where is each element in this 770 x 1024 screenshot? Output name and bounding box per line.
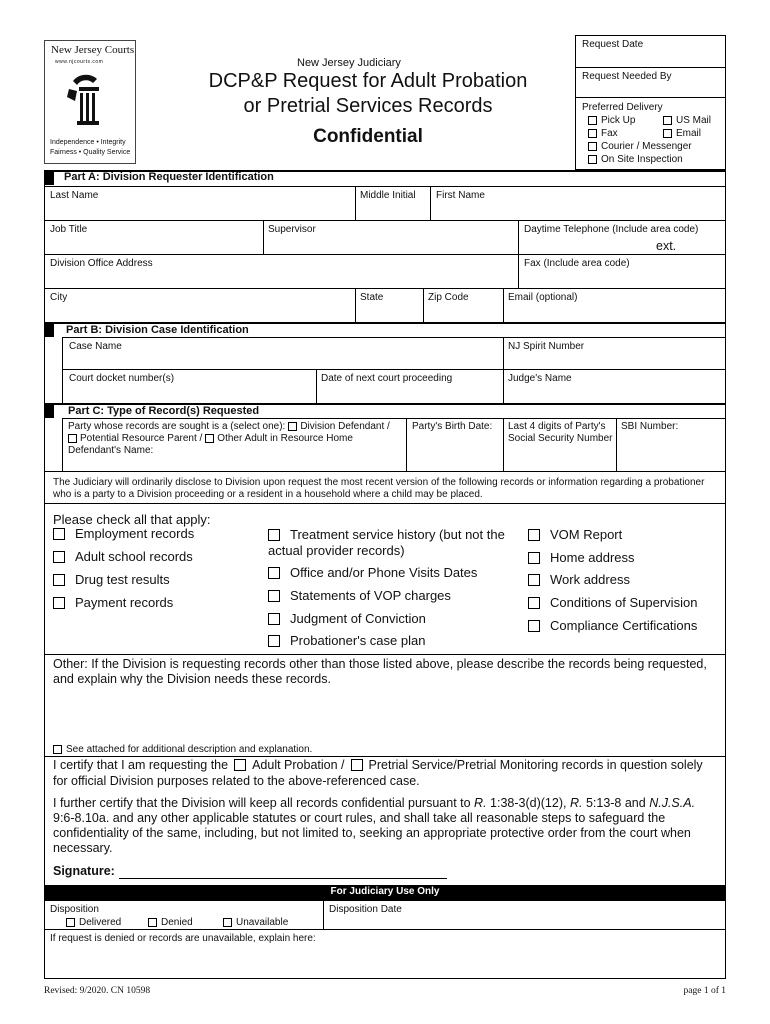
middle-initial-label: Middle Initial (360, 190, 416, 201)
record-compliance[interactable]: Compliance Certifications (528, 618, 697, 633)
delivery-email[interactable]: Email (663, 128, 701, 139)
job-title-label: Job Title (50, 224, 88, 235)
form-title-line1: DCP&P Request for Adult Probation (208, 70, 528, 92)
signature-line[interactable] (119, 862, 447, 879)
home-address-checkbox[interactable] (528, 552, 540, 564)
daytime-phone-label: Daytime Telephone (Include area code) (524, 224, 699, 235)
vop-charges-checkbox[interactable] (268, 590, 280, 602)
record-payment[interactable]: Payment records (53, 595, 173, 610)
further-certify-line1: I further certify that the Division will keep all records confidential pursuant to R. 1:38-3(d)(12), R. 5:13-8 and N.J.S.A. (53, 796, 696, 810)
check-all-label: Please check all that apply: (53, 512, 211, 527)
part-a-title: Part A: Division Requester Identification (64, 171, 274, 183)
ssn-label-line2: Social Security Number (508, 433, 613, 444)
birth-date-label: Party's Birth Date: (412, 421, 493, 432)
case-plan-checkbox[interactable] (268, 635, 280, 647)
record-work-address[interactable]: Work address (528, 572, 630, 587)
record-judgment[interactable]: Judgment of Conviction (268, 611, 426, 626)
record-employment[interactable]: Employment records (53, 526, 194, 541)
last-name-label: Last Name (50, 190, 99, 201)
certify-line1: I certify that I am requesting the Adult Probation / Pretrial Service/Pretrial Monitoring records in question solely (53, 758, 703, 772)
email-label: Email (optional) (508, 292, 578, 303)
agency-name: New Jersey Judiciary (297, 57, 401, 69)
delivery-fax[interactable]: Fax (588, 128, 618, 139)
other-description-area[interactable] (53, 690, 713, 740)
work-address-checkbox[interactable] (528, 574, 540, 586)
record-conditions[interactable]: Conditions of Supervision (528, 595, 697, 610)
other-text-1: Other: If the Division is requesting records other than those listed above, please describe the records being requested, (53, 657, 707, 671)
courthouse-emblem-icon (65, 71, 111, 133)
disclosure-text-2: who is a party to a Division proceeding or a resident in a household where a child may be placed. (53, 489, 483, 500)
drug-test-checkbox[interactable] (53, 574, 65, 586)
preferred-delivery-label: Preferred Delivery (582, 102, 663, 113)
request-date-label: Request Date (582, 39, 644, 50)
logo-name: New Jersey Courts (51, 44, 135, 56)
usmail-checkbox[interactable] (663, 116, 672, 125)
form-title-line2: or Pretrial Services Records (243, 95, 493, 117)
see-attached-checkbox[interactable] (53, 745, 62, 754)
logo-tagline-1: Independence • Integrity (50, 139, 126, 146)
judge-name-label: Judge's Name (508, 373, 572, 384)
payment-checkbox[interactable] (53, 597, 65, 609)
confidential-heading: Confidential (313, 126, 423, 147)
disposition-date-label: Disposition Date (329, 904, 402, 915)
part-c-title: Part C: Type of Record(s) Requested (68, 405, 260, 417)
page-number: page 1 of 1 (683, 986, 726, 996)
adult-school-checkbox[interactable] (53, 551, 65, 563)
further-certify-line3: confidentiality of the same, including, but not limited to, seeking an appropriate protective order from the court when (53, 826, 691, 840)
party-select-line2: Potential Resource Parent / Other Adult in Resource Home (68, 433, 353, 444)
party-select-line1: Party whose records are sought is a (select one): Division Defendant / (68, 421, 390, 432)
signature-label: Signature: (53, 864, 115, 878)
vom-report-checkbox[interactable] (528, 529, 540, 541)
disposition-denied[interactable]: Denied (148, 917, 193, 928)
pretrial-service-checkbox[interactable] (351, 759, 363, 771)
further-certify-line4: necessary. (53, 841, 113, 855)
fax-checkbox[interactable] (588, 129, 597, 138)
record-home-address[interactable]: Home address (528, 550, 635, 565)
part-b-title: Part B: Division Case Identification (66, 324, 249, 336)
adult-probation-checkbox[interactable] (234, 759, 246, 771)
first-name-label: First Name (436, 190, 485, 201)
email-checkbox[interactable] (663, 129, 672, 138)
city-label: City (50, 292, 68, 303)
delivered-checkbox[interactable] (66, 918, 75, 927)
revised-note: Revised: 9/2020. CN 10598 (44, 986, 151, 996)
treatment-checkbox[interactable] (268, 529, 280, 541)
onsite-checkbox[interactable] (588, 155, 597, 164)
judgment-checkbox[interactable] (268, 613, 280, 625)
delivery-onsite[interactable]: On Site Inspection (588, 154, 683, 165)
courier-checkbox[interactable] (588, 142, 597, 151)
potential-parent-checkbox[interactable] (68, 434, 77, 443)
disposition-delivered[interactable]: Delivered (66, 917, 121, 928)
record-office-visits[interactable]: Office and/or Phone Visits Dates (268, 565, 477, 580)
record-treatment-line2: actual provider records) (268, 543, 405, 558)
employment-checkbox[interactable] (53, 528, 65, 540)
court-logo (44, 40, 136, 164)
court-docket-label: Court docket number(s) (69, 373, 175, 384)
certify-line2: for official Division purposes related to the above-referenced case. (53, 774, 420, 788)
other-adult-checkbox[interactable] (205, 434, 214, 443)
state-label: State (360, 292, 384, 303)
sbi-label: SBI Number: (621, 421, 679, 432)
office-address-label: Division Office Address (50, 258, 153, 269)
record-case-plan[interactable]: Probationer's case plan (268, 633, 425, 648)
other-text-2: and explain why the Division needs these records. (53, 672, 331, 686)
disposition-unavailable[interactable]: Unavailable (223, 917, 288, 928)
denied-checkbox[interactable] (148, 918, 157, 927)
judiciary-use-title: For Judiciary Use Only (330, 886, 440, 897)
record-vom-report[interactable]: VOM Report (528, 527, 622, 542)
explain-label: If request is denied or records are unavailable, explain here: (50, 933, 316, 944)
request-needed-label: Request Needed By (582, 71, 672, 82)
ext-label: ext. (656, 239, 677, 253)
disposition-label: Disposition (50, 904, 99, 915)
further-certify-line2: 9:6-8.10a. and any other applicable statutes or court rules, and shall take all reasonable steps to safeguard the (53, 811, 666, 825)
unavailable-checkbox[interactable] (223, 918, 232, 927)
logo-url: www.njcourts.com (55, 59, 104, 65)
ssn-label-line1: Last 4 digits of Party's (508, 421, 606, 432)
conditions-checkbox[interactable] (528, 597, 540, 609)
pickup-checkbox[interactable] (588, 116, 597, 125)
record-vop-charges[interactable]: Statements of VOP charges (268, 588, 451, 603)
delivery-usmail[interactable]: US Mail (663, 115, 711, 126)
delivery-courier[interactable]: Courier / Messenger (588, 141, 692, 152)
compliance-checkbox[interactable] (528, 620, 540, 632)
logo-tagline-2: Fairness • Quality Service (50, 149, 131, 156)
record-adult-school[interactable]: Adult school records (53, 549, 193, 564)
case-name-label: Case Name (69, 341, 122, 352)
division-defendant-checkbox[interactable] (288, 422, 297, 431)
record-drug-test[interactable]: Drug test results (53, 572, 170, 587)
disclosure-text-1: The Judiciary will ordinarily disclose to Division upon request the most recent version of the following records or information regarding a probationer (53, 477, 705, 488)
fax-label: Fax (Include area code) (524, 258, 630, 269)
zip-label: Zip Code (428, 292, 469, 303)
office-visits-checkbox[interactable] (268, 567, 280, 579)
delivery-pickup[interactable]: Pick Up (588, 115, 635, 126)
nj-spirit-label: NJ Spirit Number (508, 341, 585, 352)
supervisor-label: Supervisor (268, 224, 316, 235)
next-court-date-label: Date of next court proceeding (321, 373, 453, 384)
record-treatment[interactable]: Treatment service history (but not the (268, 527, 505, 542)
defendant-name-label: Defendant's Name: (68, 445, 154, 456)
see-attached[interactable]: See attached for additional description and explanation. (53, 744, 312, 755)
